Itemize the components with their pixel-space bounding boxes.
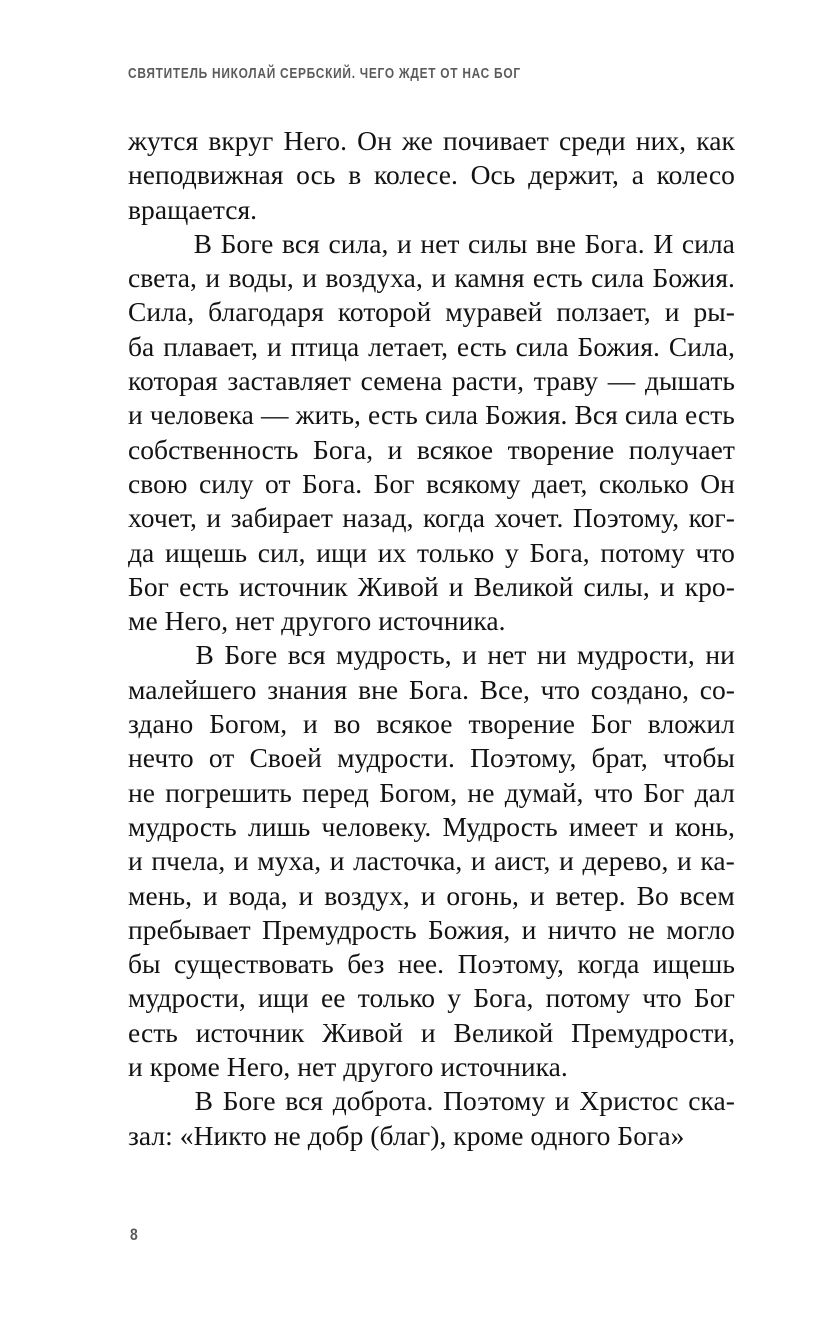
- text-line: нечто от Своей мудрости. Поэтому, брат, чтобы: [128, 742, 735, 774]
- text-line: не погрешить перед Богом, не думай, что Бог дал: [128, 776, 735, 808]
- text-line: ме Него, нет другого источника.: [128, 605, 506, 637]
- running-head: СВЯТИТЕЛЬ НИКОЛАЙ СЕРБСКИЙ. ЧЕГО ЖДЕТ ОТ НАС БОГ: [128, 66, 521, 82]
- paragraph: [128, 638, 735, 1084]
- text-line: света, и воды, и воздуха, и камня есть сила Божия.: [128, 262, 735, 294]
- text-line: зал: «Никто не добр (благ), кроме одного Бога»: [128, 1119, 685, 1151]
- body-text: [128, 124, 735, 1153]
- text-line: малейшего знания вне Бога. Все, что создано, со-: [128, 673, 735, 705]
- text-line: мень, и вода, и воздух, и огонь, и ветер. Во всем: [128, 879, 735, 911]
- text-line: здано Богом, и во всякое творение Бог вложил: [128, 708, 735, 740]
- text-line: мудрости, ищи ее только у Бога, потому что Бог: [128, 982, 735, 1014]
- text-line: и пчела, и муха, и ласточка, и аист, и дерево, и ка-: [128, 845, 735, 877]
- text-line: В Боге вся мудрость, и нет ни мудрости, ни: [195, 639, 735, 671]
- text-line: В Боге вся сила, и нет силы вне Бога. И сила: [193, 227, 735, 259]
- text-line: и кроме Него, нет другого источника.: [128, 1051, 568, 1083]
- text-line: жутся вкруг Него. Он же почивает среди них, как: [128, 125, 735, 156]
- text-line: хочет, и забирает назад, когда хочет. Поэтому, ког-: [128, 502, 735, 534]
- text-line: бы существовать без нее. Поэтому, когда ищешь: [128, 948, 735, 980]
- page-number: 8: [130, 1225, 138, 1244]
- text-line: неподвижная ось в колесе. Ось держит, а колесо: [128, 159, 735, 191]
- text-line: вращается.: [128, 193, 258, 225]
- paragraph: [128, 227, 735, 639]
- text-line: собственность Бога, и всякое творение получает: [128, 433, 735, 465]
- text-line: да ищешь сил, ищи их только у Бога, потому что: [128, 536, 735, 568]
- text-line: Сила, благодаря которой муравей ползает, и ры-: [128, 296, 735, 328]
- text-line: Бог есть источник Живой и Великой силы, и кро-: [128, 570, 735, 602]
- text-line: есть источник Живой и Великой Премудрости,: [128, 1016, 735, 1048]
- text-line: свою силу от Бога. Бог всякому дает, сколько Он: [128, 467, 735, 499]
- text-line: ба плавает, и птица летает, есть сила Божия. Сила,: [128, 330, 735, 362]
- text-line: В Боге вся доброта. Поэтому и Христос ска-: [194, 1085, 735, 1117]
- paragraph: [128, 124, 735, 227]
- text-line: мудрость лишь человеку. Мудрость имеет и конь,: [128, 810, 735, 842]
- text-line: которая заставляет семена расти, траву — дышать: [128, 365, 735, 397]
- text-line: пребывает Премудрость Божия, и ничто не могло: [128, 913, 735, 945]
- paragraph: [128, 1084, 735, 1153]
- text-line: и человека — жить, есть сила Божия. Вся сила есть: [128, 399, 735, 431]
